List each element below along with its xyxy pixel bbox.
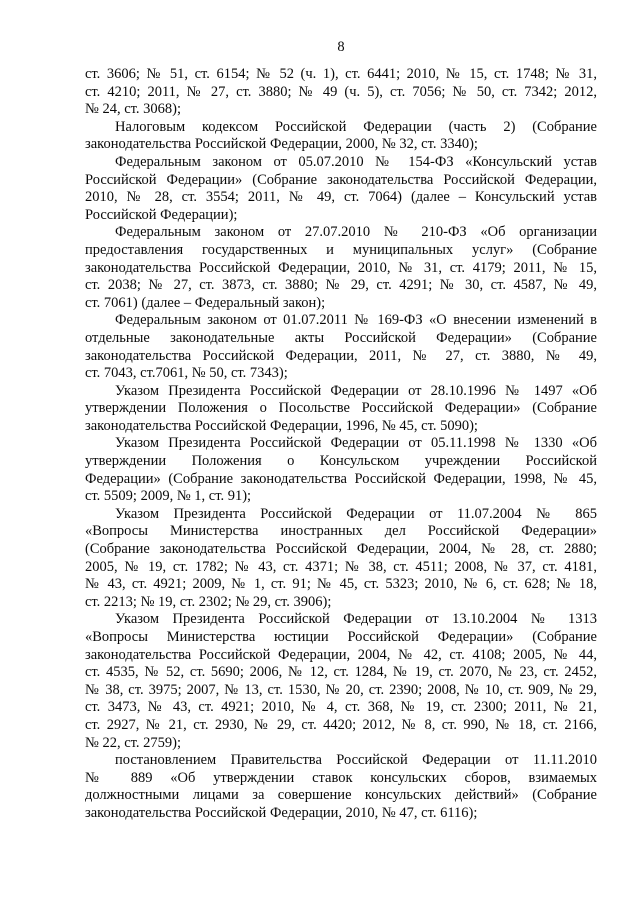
text-line: Российской Федерации); [85, 206, 238, 223]
text-line: ст. 7043, ст.7061, № 50, ст. 7343); [85, 365, 288, 382]
text-line: Указом Президента Российской Федерации от 05.11.1998 № 1330 «Об [115, 435, 597, 452]
text-line: ст. 3606; № 51, ст. 6154; № 52 (ч. 1), ст. 6441; 2010, № 15, ст. 1748; № 31, [85, 66, 597, 82]
text-line: ст. 2213; № 19, ст. 2302; № 29, ст. 3906); [85, 593, 332, 610]
text-line: законодательства Российской Федерации, 2010, № 47, ст. 6116); [85, 804, 478, 821]
text-line: утверждении Положения о Консульском учреждении Российской [85, 453, 597, 470]
text-line: «Вопросы Министерства юстиции Российской Федерации» (Собрание [85, 629, 597, 645]
text-line: ст. 2038; № 27, ст. 3873, ст. 3880; № 29, ст. 4291; № 30, ст. 4587, № 49, [85, 277, 597, 294]
text-line: законодательства Российской Федерации, 2000, № 32, ст. 3340); [85, 136, 478, 153]
text-line: (Собрание законодательства Российской Федерации, 2004, № 28, ст. 2880; [85, 541, 597, 558]
text-line: № 38, ст. 3975; 2007, № 13, ст. 1530, № 20, ст. 2390; 2008, № 10, ст. 909, № 29, [85, 681, 597, 698]
text-line: № 43, ст. 4921; 2009, № 1, ст. 91; № 45, ст. 5323; 2010, № 6, ст. 628; № 18, [85, 576, 597, 593]
text-line: утверждении Положения о Посольстве Российской Федерации» (Собрание [85, 400, 597, 417]
text-line: Федеральным законом от 27.07.2010 № 210-ФЗ «Об организации [115, 224, 597, 241]
text-block [85, 66, 597, 823]
text-line: предоставления государственных и муниципальных услуг» (Собрание [85, 241, 597, 258]
text-line: законодательства Российской Федерации, 1996, № 45, ст. 5090); [85, 417, 478, 434]
page-number: 8 [337, 39, 345, 55]
text-line: № 22, ст. 2759); [85, 734, 181, 751]
text-line: № 889 «Об утверждении ставок консульских сборов, взимаемых [85, 769, 597, 786]
text-line: 2005, № 19, ст. 1782; № 43, ст. 4371; № 38, ст. 4511; 2008, № 37, ст. 4181, [85, 558, 597, 575]
text-line: Федеральным законом от 01.07.2011 № 169-ФЗ «О внесении изменений в [115, 312, 597, 329]
text-line: ст. 5509; 2009, № 1, ст. 91); [85, 488, 252, 505]
text-line: Федерации» (Собрание законодательства Российской Федерации, 1998, № 45, [85, 470, 597, 487]
text-line: Указом Президента Российской Федерации от 28.10.1996 № 1497 «Об [115, 382, 597, 399]
text-line: 2010, № 28, ст. 3554; 2011, № 49, ст. 7064) (далее – Консульский устав [85, 189, 597, 206]
text-line: Российской Федерации» (Собрание законодательства Российской Федерации, [85, 171, 597, 188]
text-line: законодательства Российской Федерации, 2011, № 27, ст. 3880, № 49, [85, 347, 597, 364]
text-line: ст. 3473, № 43, ст. 4921; 2010, № 4, ст. 368, № 19, ст. 2300; 2011, № 21, [85, 699, 597, 716]
text-line: ст. 4210; 2011, № 27, ст. 3880; № 49 (ч. 5), ст. 7056; № 50, ст. 7342; 2012, [85, 83, 597, 100]
text-line: отдельные законодательные акты Российской Федерации» (Собрание [85, 329, 597, 346]
text-line: законодательства Российской Федерации, 2010, № 31, ст. 4179; 2011, № 15, [85, 259, 597, 276]
text-line: ст. 2927, № 21, ст. 2930, № 29, ст. 4420; 2012, № 8, ст. 990, № 18, ст. 2166, [85, 716, 597, 733]
text-line: постановлением Правительства Российской Федерации от 11.11.2010 [115, 752, 597, 769]
text-line: «Вопросы Министерства иностранных дел Российской Федерации» [85, 523, 597, 540]
text-line: Указом Президента Российской Федерации от 13.10.2004 № 1313 [115, 611, 597, 628]
text-line: ст. 4535, № 52, ст. 5690; 2006, № 12, ст. 1284, № 19, ст. 2070, № 23, ст. 2452, [85, 664, 597, 681]
text-line: Федеральным законом от 05.07.2010 № 154-ФЗ «Консульский устав [115, 153, 597, 170]
text-line: ст. 7061) (далее – Федеральный закон); [85, 294, 326, 311]
text-line: Налоговым кодексом Российской Федерации (часть 2) (Собрание [115, 118, 597, 135]
text-line: № 24, ст. 3068); [85, 101, 181, 118]
text-line: законодательства Российской Федерации, 2004, № 42, ст. 4108; 2005, № 44, [85, 646, 597, 663]
text-line: должностными лицами за совершение консульских действий» (Собрание [85, 787, 597, 804]
text-line: Указом Президента Российской Федерации от 11.07.2004 № 865 [115, 505, 597, 522]
